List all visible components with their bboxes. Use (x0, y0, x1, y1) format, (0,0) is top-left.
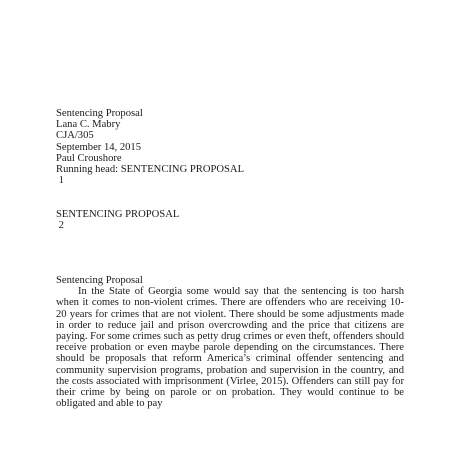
body-paragraph: In the State of Georgia some would say that the sentencing is too harsh when it comes to non-violent crimes. There are offenders who are receiving 10-20 years for crimes that are not violent. There should be some adjustments made in order to reduce jail and prison overcrowding and the price that citizens are paying. For some crimes such as petty drug crimes or even theft, offenders should receive probation or even maybe parole depending on the circumstances. There should be proposals that reform America’s criminal offender sentencing and community supervision programs, probation and supervision in the country, and the costs associated with imprisonment (Virlee, 2015). Offenders can still pay for their crime by being on parole or on probation. They would continue to be obligated and able to pay (56, 286, 404, 410)
document-body (56, 108, 404, 410)
cover-instructor: Paul Croushore (56, 152, 122, 164)
cover-page-number: 1 (56, 175, 64, 187)
cover-title: Sentencing Proposal (56, 108, 143, 119)
cover-running-head: Running head: SENTENCING PROPOSAL (56, 163, 245, 175)
spacer (56, 231, 401, 275)
cover-author: Lana C. Mabry (56, 119, 121, 131)
spacer (56, 186, 401, 208)
cover-date: September 14, 2015 (56, 141, 142, 153)
cover-course: CJA/305 (56, 130, 94, 142)
body-heading: Sentencing Proposal (56, 275, 143, 287)
page2-running-head: SENTENCING PROPOSAL (56, 208, 180, 220)
page2-page-number: 2 (56, 219, 64, 231)
